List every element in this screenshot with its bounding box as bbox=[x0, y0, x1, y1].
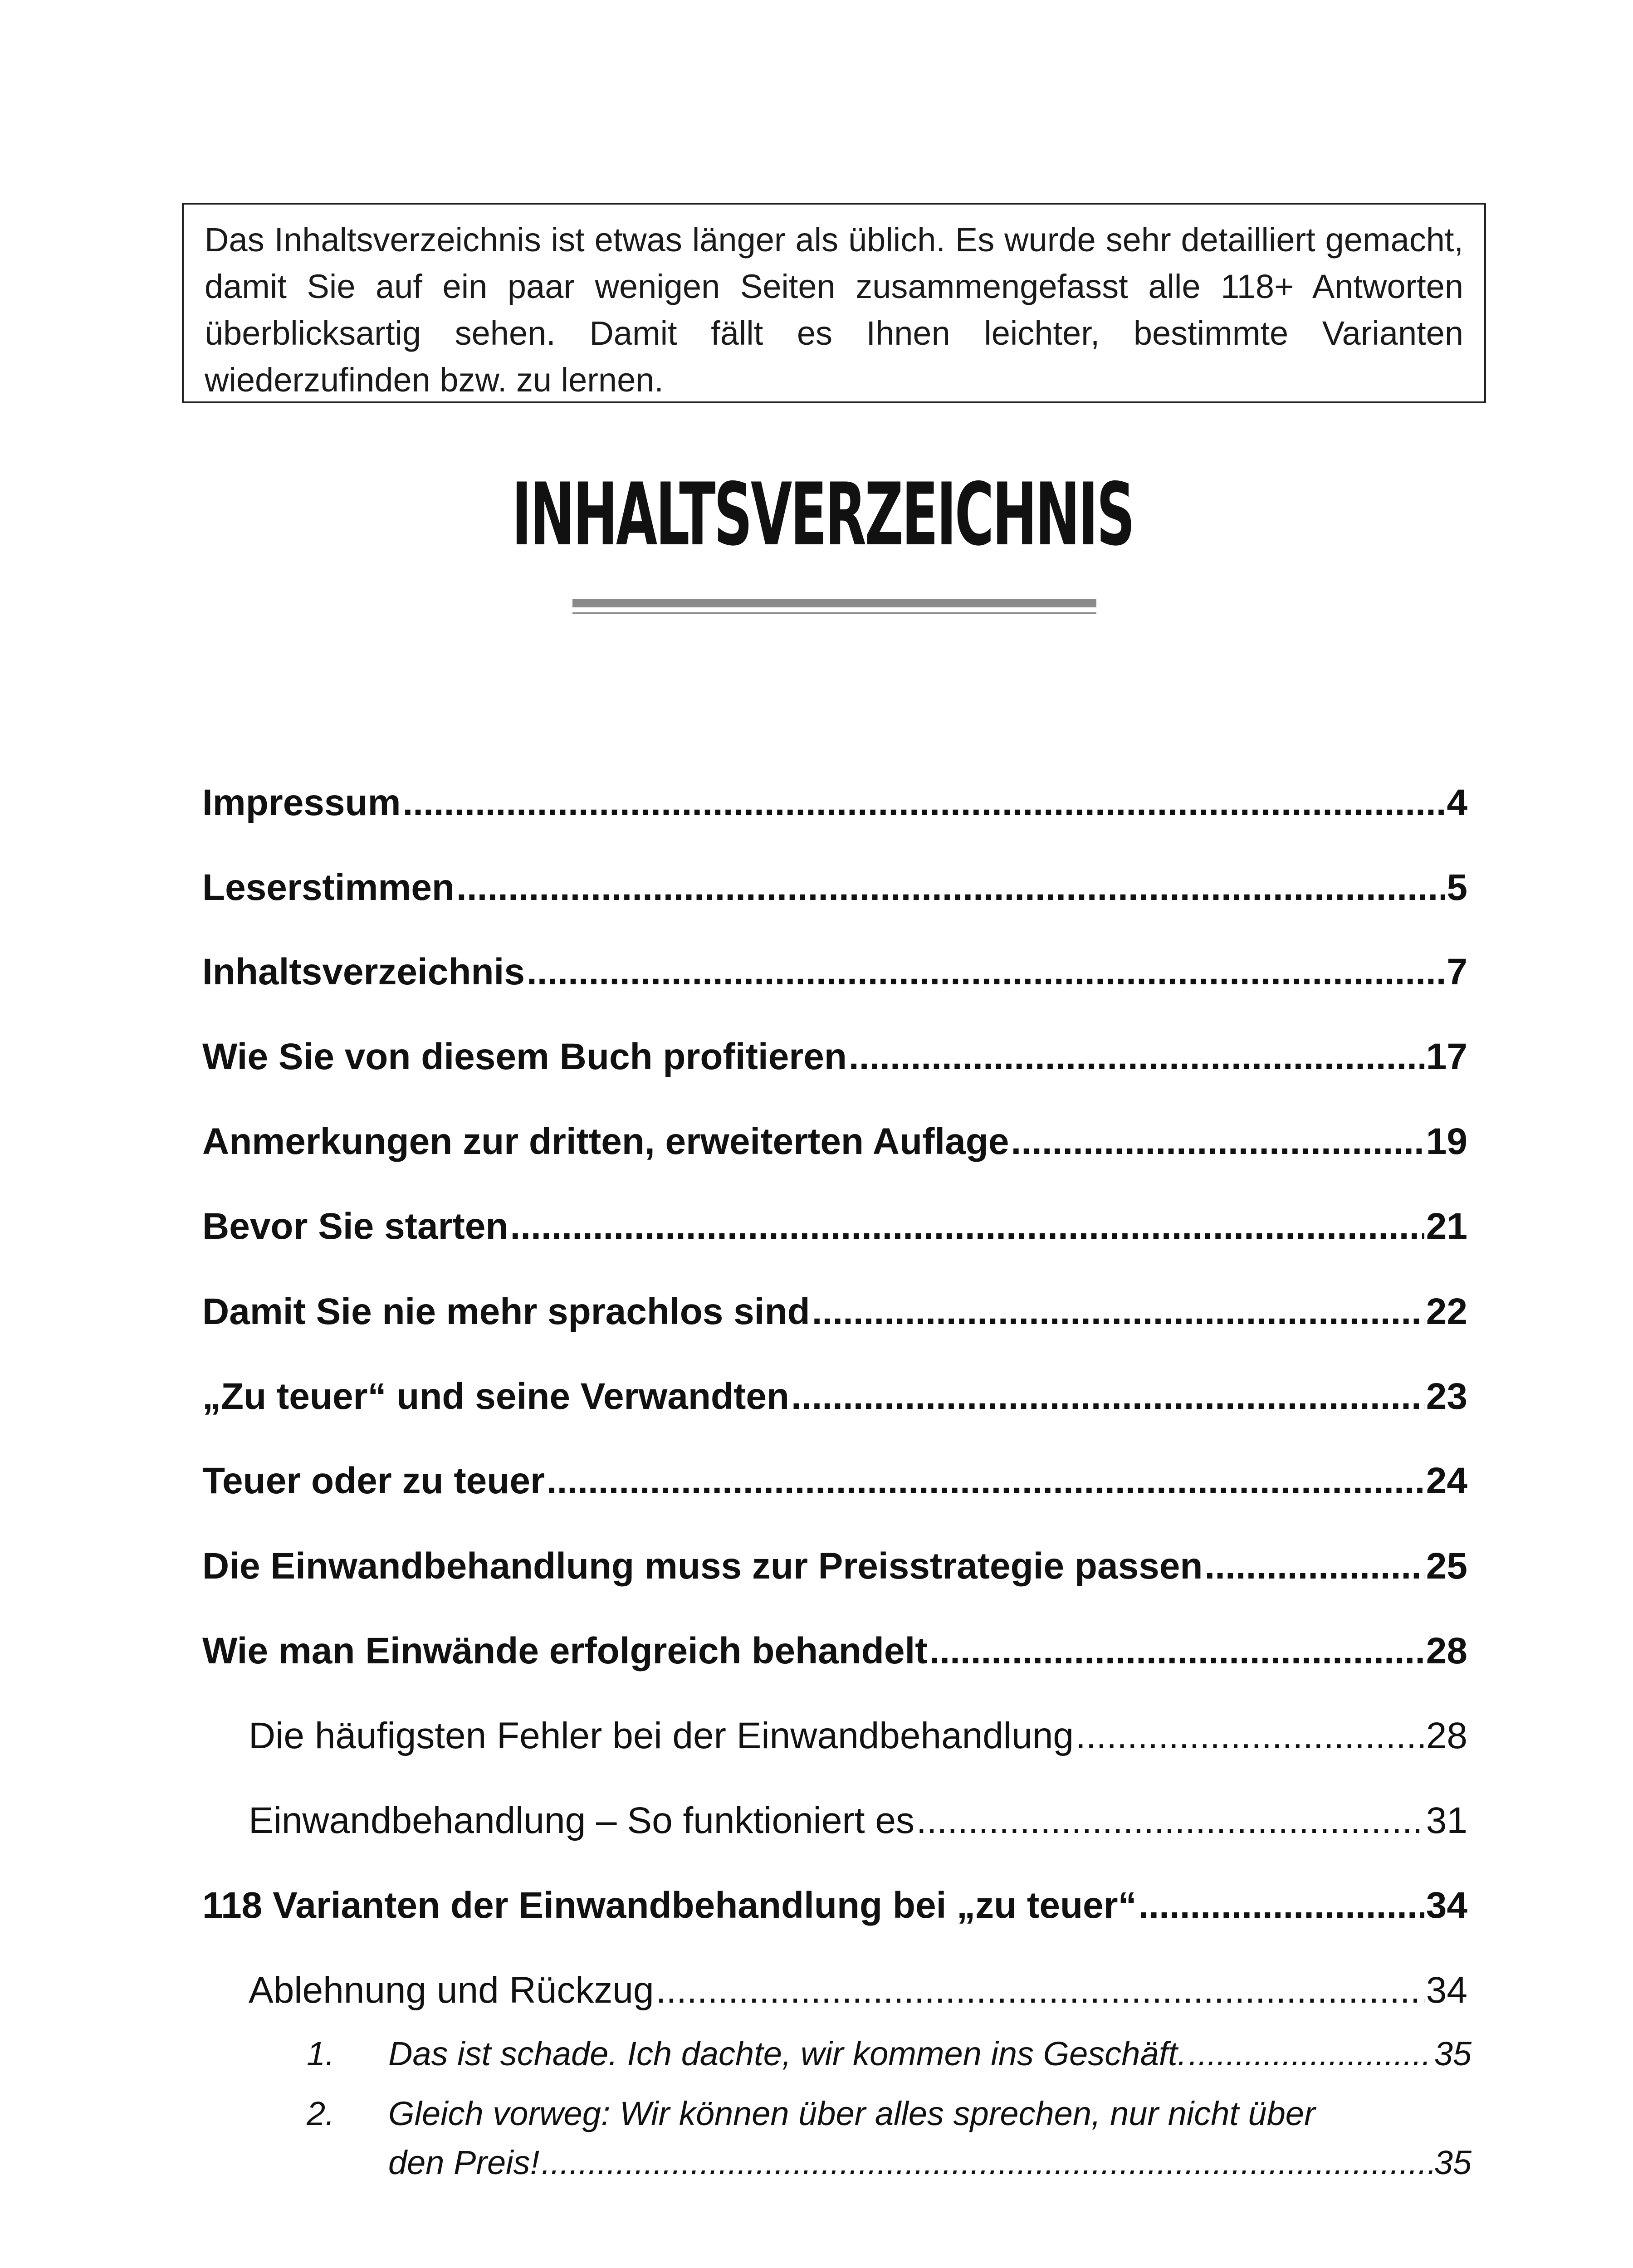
toc-dot-leader bbox=[510, 1202, 1424, 1251]
toc-entry-page: 17 bbox=[1426, 1036, 1467, 1077]
toc-entry-page: 5 bbox=[1447, 867, 1467, 908]
toc-entry-number: 1. bbox=[307, 2035, 335, 2072]
toc-entry-label-cont: den Preis! bbox=[388, 2144, 540, 2181]
toc-entry-preisstrategie[interactable] bbox=[202, 1541, 1467, 1591]
toc-entry-label: Anmerkungen zur dritten, erweiterten Auflage bbox=[202, 1121, 1009, 1162]
toc-entry-impressum[interactable] bbox=[202, 778, 1467, 828]
toc-entry-damit-sie-nie[interactable] bbox=[202, 1287, 1467, 1337]
toc-entry-page: 34 bbox=[1426, 1885, 1467, 1926]
toc-entry-page: 4 bbox=[1447, 782, 1467, 823]
toc-entry-label: 118 Varianten der Einwandbehandlung bei „zu teuer“ bbox=[202, 1885, 1137, 1926]
toc-entry-ablehnung-rueckzug[interactable] bbox=[249, 1965, 1467, 2015]
toc-dot-leader bbox=[1076, 1711, 1424, 1761]
toc-entry-haeufigste-fehler[interactable] bbox=[249, 1711, 1467, 1761]
toc-entry-label: Leserstimmen bbox=[202, 867, 455, 908]
toc-entry-label: Inhaltsverzeichnis bbox=[202, 951, 525, 992]
toc-entry-label: Gleich vorweg: Wir können über alles sprechen, nur nicht über bbox=[388, 2095, 1315, 2132]
toc-entry-einwaende-behandeln[interactable] bbox=[202, 1626, 1467, 1676]
toc-dot-leader bbox=[541, 2140, 1433, 2185]
toc-dot-leader bbox=[456, 863, 1445, 913]
toc-entry-118-varianten[interactable] bbox=[202, 1881, 1467, 1931]
page-number bbox=[0, 2266, 1633, 2268]
toc-entry-wie-sie-profitieren[interactable] bbox=[202, 1032, 1467, 1082]
toc-dot-leader bbox=[916, 1796, 1424, 1846]
toc-entry-variante-2-line1[interactable] bbox=[307, 2091, 1472, 2136]
toc-dot-leader bbox=[1204, 1541, 1424, 1591]
toc-entry-leserstimmen[interactable] bbox=[202, 863, 1467, 913]
toc-entry-label: Einwandbehandlung – So funktioniert es bbox=[249, 1800, 914, 1841]
toc-entry-label: Das ist schade. Ich dachte, wir kommen ins Geschäft. bbox=[388, 2035, 1187, 2072]
toc-entry-page: 22 bbox=[1426, 1291, 1467, 1332]
toc-entry-page: 35 bbox=[1434, 2144, 1472, 2181]
toc-dot-leader bbox=[1011, 1117, 1424, 1167]
toc-dot-leader bbox=[547, 1456, 1424, 1506]
toc-entry-zu-teuer-verwandte[interactable] bbox=[202, 1372, 1467, 1422]
notice-text: Das Inhaltsverzeichnis ist etwas länger als üblich. Es wurde sehr detailliert gemacht, damit Sie auf ein paar wenigen Seiten zusammengefasst alle 118+ Antworten überblicksartig sehen. Damit fällt es Ihnen leichter, bestimmte Varianten wiederzufinden bzw. zu lernen. bbox=[205, 221, 1463, 399]
toc-dot-leader bbox=[527, 947, 1445, 997]
toc-entry-page: 19 bbox=[1426, 1121, 1467, 1162]
toc-entry-label: Impressum bbox=[202, 782, 401, 823]
toc-entry-page: 21 bbox=[1426, 1206, 1467, 1247]
toc-dot-leader bbox=[403, 778, 1445, 828]
toc-entry-page: 28 bbox=[1426, 1630, 1467, 1672]
toc-entry-teuer-oder-zu-teuer[interactable] bbox=[202, 1456, 1467, 1506]
toc-dot-leader bbox=[929, 1626, 1424, 1676]
toc-entry-bevor-sie-starten[interactable] bbox=[202, 1202, 1467, 1251]
toc-entry-label: „Zu teuer“ und seine Verwandten bbox=[202, 1376, 790, 1417]
toc-entry-page: 34 bbox=[1426, 1970, 1467, 2011]
toc-entry-page: 35 bbox=[1434, 2035, 1472, 2072]
toc-entry-label: Ablehnung und Rückzug bbox=[249, 1970, 654, 2011]
toc-entry-page: 24 bbox=[1426, 1460, 1467, 1501]
toc-entry-anmerkungen[interactable] bbox=[202, 1117, 1467, 1167]
toc-dot-leader bbox=[812, 1287, 1424, 1337]
page-title: INHALTSVERZEICHNIS bbox=[512, 464, 1134, 565]
toc-entry-page: 28 bbox=[1426, 1715, 1467, 1756]
toc-entry-label-wrap bbox=[307, 2031, 1187, 2077]
toc-dot-leader bbox=[849, 1032, 1424, 1082]
toc-entry-label: Bevor Sie starten bbox=[202, 1206, 508, 1247]
toc-entry-label: Die Einwandbehandlung muss zur Preisstrategie passen bbox=[202, 1545, 1203, 1587]
toc-entry-page: 25 bbox=[1426, 1545, 1467, 1587]
toc-entry-variante-2-line2[interactable] bbox=[388, 2140, 1472, 2185]
toc-entry-number: 2. bbox=[307, 2095, 335, 2132]
toc-entry-variante-1[interactable] bbox=[307, 2031, 1472, 2077]
toc-dot-leader bbox=[656, 1965, 1424, 2015]
toc-entry-page: 31 bbox=[1426, 1800, 1467, 1841]
toc-entry-page: 23 bbox=[1426, 1376, 1467, 1417]
toc-dot-leader bbox=[1188, 2031, 1432, 2077]
toc-entry-label: Teuer oder zu teuer bbox=[202, 1460, 545, 1501]
toc-entry-label: Die häufigsten Fehler bei der Einwandbehandlung bbox=[249, 1715, 1074, 1756]
toc-entry-label: Wie man Einwände erfolgreich behandelt bbox=[202, 1630, 928, 1672]
toc-entry-so-funktioniert-es[interactable] bbox=[249, 1796, 1467, 1846]
toc-dot-leader bbox=[791, 1372, 1424, 1422]
toc-entry-inhaltsverzeichnis[interactable] bbox=[202, 947, 1467, 997]
toc-entry-page: 7 bbox=[1447, 951, 1467, 992]
toc-entry-label: Damit Sie nie mehr sprachlos sind bbox=[202, 1291, 810, 1332]
toc-dot-leader bbox=[1139, 1881, 1424, 1931]
toc-entry-label: Wie Sie von diesem Buch profitieren bbox=[202, 1036, 847, 1077]
